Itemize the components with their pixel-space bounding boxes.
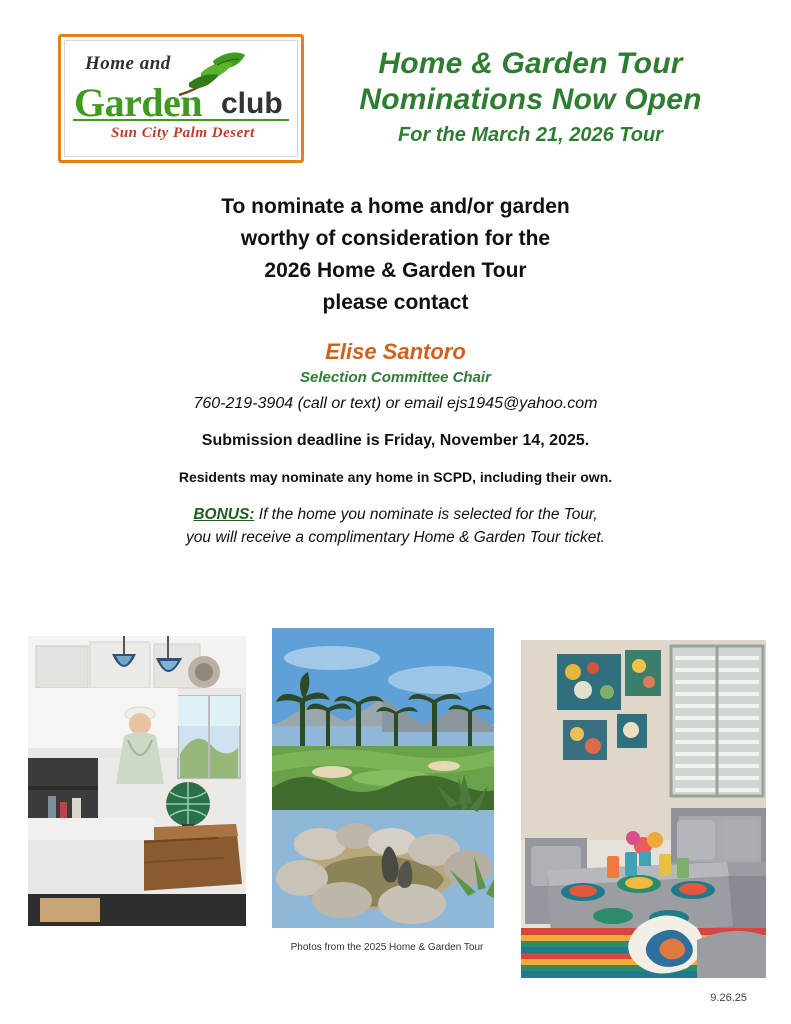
bonus-text-line-1: If the home you nominate is selected for the Tour,: [254, 506, 598, 523]
contact-details: 760-219-3904 (call or text) or email ejs1945@yahoo.com: [193, 395, 598, 412]
lead-line-2: worthy of consideration for the: [240, 227, 551, 250]
submission-deadline: Submission deadline is Friday, November 14, 2025.: [201, 432, 590, 449]
contact-name: Elise Santoro: [325, 339, 466, 364]
logo-line-garden: Garden: [74, 80, 203, 125]
revision-date: 9.26.25: [710, 992, 747, 1004]
logo-line-club: club: [221, 87, 283, 120]
residents-note: Residents may nominate any home in SCPD, including their own.: [178, 469, 613, 485]
photo-gallery: [0, 628, 791, 978]
flyer-header: [40, 0, 751, 163]
contact-role: Selection Committee Chair: [300, 369, 491, 386]
logo-line-home-and: Home and: [85, 53, 171, 74]
lead-line-4: please contact: [322, 291, 469, 314]
photo-caption: Photos from the 2025 Home & Garden Tour: [290, 942, 484, 953]
page-subtitle: For the March 21, 2026 Tour: [398, 124, 663, 146]
photo-garden: [272, 628, 494, 928]
logo-line-location: Sun City Palm Desert: [111, 125, 255, 141]
lead-line-1: To nominate a home and/or garden: [221, 195, 570, 218]
lead-line-3: 2026 Home & Garden Tour: [264, 259, 527, 282]
bonus-text-line-2: you will receive a complimentary Home & Garden Tour ticket.: [186, 529, 605, 546]
page-title-line-2: Nominations Now Open: [359, 83, 702, 116]
header-title-block: [304, 34, 751, 150]
bonus-note: [40, 503, 751, 549]
flyer-body: [40, 191, 751, 549]
bonus-label: BONUS:: [193, 506, 255, 523]
club-logo: [58, 34, 304, 163]
photo-patio: [521, 640, 766, 978]
page-title-line-1: Home & Garden Tour: [378, 47, 683, 80]
photo-kitchen: [28, 636, 246, 926]
